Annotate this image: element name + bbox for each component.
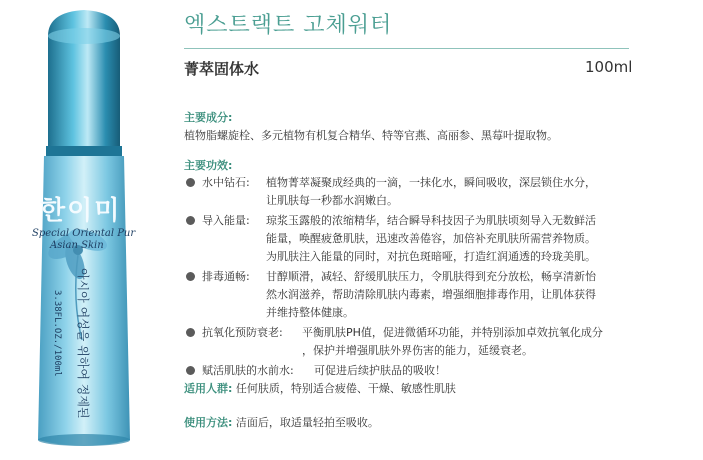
effect-line: 能量，唤醒疲惫肌肤，迅速改善倦容，加倍补充肌肤所需营养物质。 [266,232,596,245]
effect-line: 植物菁萃凝聚成经典的一滴，一抹化水，瞬间吸收，深层锁住水分， [266,176,596,189]
bullet-icon [186,328,195,337]
effect-line: 然水润滋养，帮助清除肌肤内毒素，增强细胞排毒作用，让肌体获得 [266,288,596,301]
effect-heading: 赋活肌肤的水前水: [202,364,294,377]
bottle-vertical-korean: 아시아 여성을 위하여 정제된 [76,268,90,419]
effect-line: 平衡肌肤PH值，促进微循环功能，并特别添加卓效抗氧化成分 [302,326,603,339]
bottle-caption-line2: Asian Skin [50,240,104,251]
product-title-korean: 엑스트랙트 고체워터 [184,13,393,38]
usage-label: 使用方法: [184,416,233,429]
effects-list [184,174,639,382]
bottle-brand-text: 한이미 [40,196,122,226]
effect-heading: 水中钻石: [202,176,250,189]
ingredients-label: 主要成分: [184,111,233,124]
effect-heading: 抗氧化预防衰老: [202,326,283,339]
list-item [184,362,639,380]
list-item [184,324,639,360]
effect-line: 为肌肤注入能量的同时，对抗色斑暗哑，打造红润通透的玲珑美肌。 [266,250,596,263]
effect-line: 琼浆玉露般的浓缩精华，结合瞬导科技因子为肌肤顷刻导入无数鲜活 [266,214,596,227]
ingredients-text: 植物脂螺旋栓、多元植物有机复合精华、特等官燕、高丽参、黑莓叶提取物。 [184,129,558,142]
bullet-icon [186,272,195,281]
effect-heading: 排毒通畅: [202,270,250,283]
bullet-icon [186,216,195,225]
suitable-text: 任何肤质，特别适合疲倦、干燥、敏感性肌肤 [235,382,456,395]
effect-line: 可促进后续护肤品的吸收！ [314,364,446,377]
effect-line: 甘醇顺滑，减轻、舒缓肌肤压力，令肌肤得到充分放松，畅享清新怡 [266,270,596,283]
product-volume: 100ml [585,58,633,76]
header-divider [184,48,629,49]
bullet-icon [186,178,195,187]
list-item [184,212,639,266]
product-bottle-image [0,0,170,460]
bullet-icon [186,366,195,375]
effect-line: 并维持整体健康。 [266,306,354,319]
usage-text: 洁面后，取适量轻拍至吸收。 [235,416,379,429]
list-item [184,268,639,322]
effects-label: 主要功效: [184,159,233,172]
effect-line: 让肌肤每一秒都水润嫩白。 [266,194,398,207]
bottle-vertical-size: 3.38FL.OZ./100ml [52,290,62,377]
effect-heading: 导入能量: [202,214,250,227]
product-title-chinese: 菁萃固体水 [184,60,260,78]
bottle-caption-line1: Special Oriental Pur [32,228,136,239]
effect-line: ，保护并增强肌肤外界伤害的能力，延缓衰老。 [302,344,533,357]
list-item [184,174,639,210]
suitable-row [184,380,456,396]
suitable-label: 适用人群: [184,382,233,395]
usage-row [184,414,379,430]
